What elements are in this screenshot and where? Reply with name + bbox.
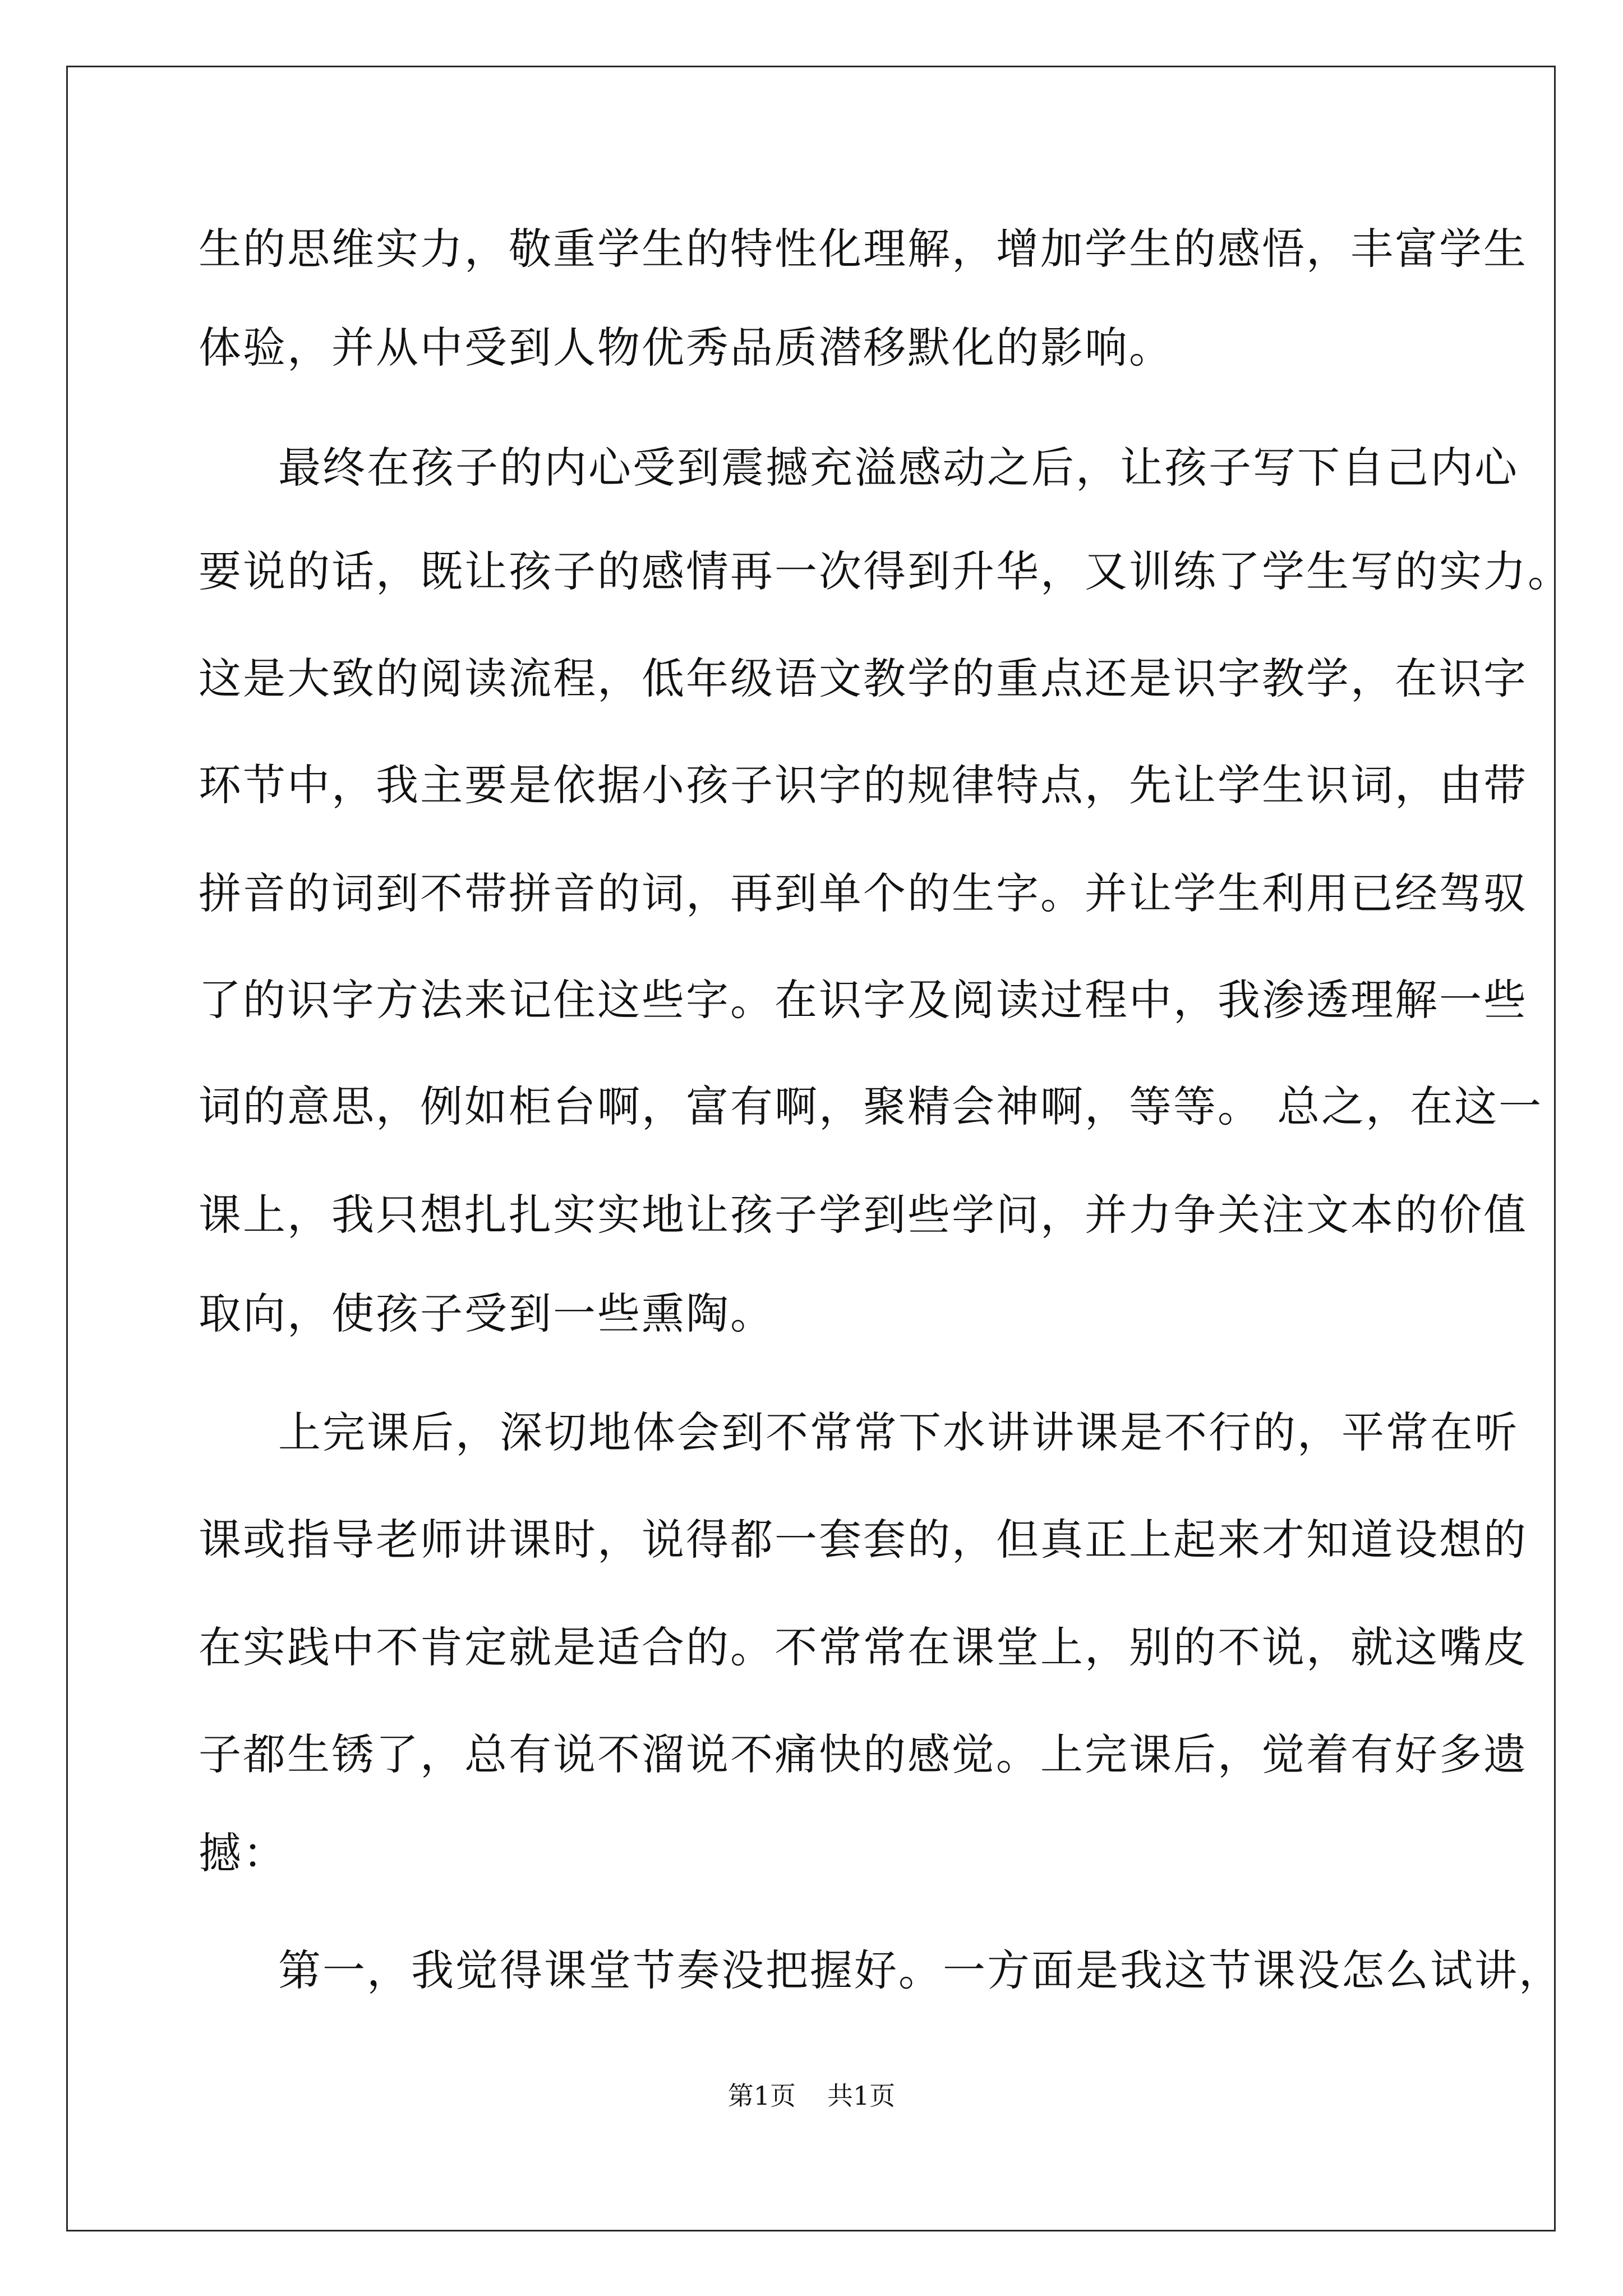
text-line-7: 拼音的词到不带拼音的词，再到单个的生字。并让学生利用已经驾驭 bbox=[199, 868, 1528, 918]
page-border bbox=[66, 66, 1556, 2231]
text-line-5: 这是大致的阅读流程，低年级语文教学的重点还是识字教学，在识字 bbox=[199, 654, 1528, 703]
text-line-14: 在实践中不肯定就是适合的。不常常在课堂上，别的不说，就这嘴皮 bbox=[199, 1622, 1528, 1672]
text-line-15: 子都生锈了，总有说不溜说不痛快的感觉。上完课后，觉着有好多遗 bbox=[199, 1729, 1528, 1779]
text-line-4: 要说的话，既让孩子的感情再一次得到升华，又训练了学生写的实力。 bbox=[199, 546, 1572, 596]
text-line-8: 了的识字方法来记住这些字。在识字及阅读过程中，我渗透理解一些 bbox=[199, 975, 1528, 1025]
text-line-13: 课或指导老师讲课时，说得都一套套的，但真正上起来才知道设想的 bbox=[199, 1515, 1528, 1565]
page-footer bbox=[0, 2083, 1623, 2109]
text-line-9: 词的意思，例如柜台啊，富有啊，聚精会神啊，等等。 总之，在这一 bbox=[199, 1082, 1543, 1131]
text-line-12: 上完课后，深切地体会到不常常下水讲讲课是不行的，平常在听 bbox=[278, 1407, 1519, 1457]
page-number: 第1页 bbox=[727, 2081, 796, 2111]
text-line-17: 第一，我觉得课堂节奏没把握好。一方面是我这节课没怎么试讲， bbox=[278, 1945, 1563, 1995]
page-total: 共1页 bbox=[827, 2081, 896, 2111]
text-line-2: 体验，并从中受到人物优秀品质潜移默化的影响。 bbox=[199, 323, 1173, 372]
text-line-6: 环节中，我主要是依据小孩子识字的规律特点，先让学生识词，由带 bbox=[199, 760, 1528, 810]
text-line-3: 最终在孩子的内心受到震撼充溢感动之后，让孩子写下自己内心 bbox=[278, 443, 1519, 493]
text-line-10: 课上，我只想扎扎实实地让孩子学到些学问，并力争关注文本的价值 bbox=[199, 1190, 1528, 1240]
text-line-1: 生的思维实力，敬重学生的特性化理解，增加学生的感悟，丰富学生 bbox=[199, 224, 1528, 274]
text-line-11: 取向，使孩子受到一些熏陶。 bbox=[199, 1289, 774, 1338]
text-line-16: 撼： bbox=[199, 1828, 287, 1878]
